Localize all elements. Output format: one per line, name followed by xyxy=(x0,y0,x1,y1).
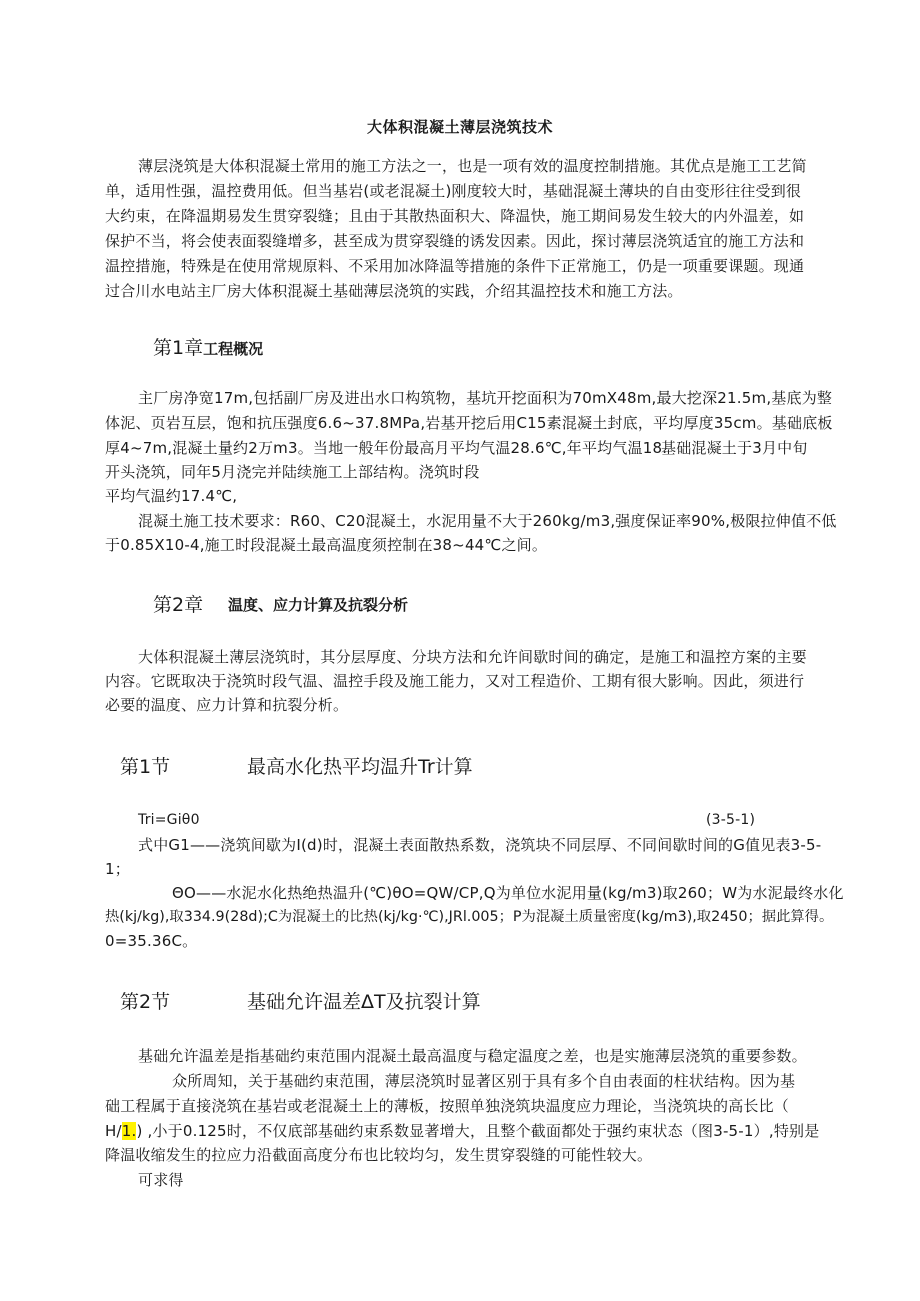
text-line: 单，适用性强，温控费用低。但当基岩(或老混凝土)刚度较大时，基础混凝土薄块的自由变形往往受到很 xyxy=(105,182,802,200)
text-line: 基础混凝土于3月中旬 xyxy=(661,439,808,457)
text-line: 大体积混凝土薄层浇筑时，其分层厚度、分块方法和允许间歇时间的确定，是施工和温控方案的主要 xyxy=(138,648,807,666)
section-title: 基础允许温差ΔT及抗裂计算 xyxy=(247,991,481,1013)
chapter-title: 温度、应力计算及抗裂分析 xyxy=(228,596,409,614)
formula-equation-number: (3-5-1) xyxy=(706,812,756,828)
text-continuation: ,小于0.125时，不仅底部基础约束系数显著增大，且整个截面都处于强约束状态（图3-5-1）,特别是 xyxy=(147,1122,820,1140)
text-line: 厚4~7m,混凝土量约2万m3。当地一般年份最高月平均气温28.6℃,年平均气温18. xyxy=(105,439,668,457)
text-line: 式中G1——浇筑间歇为I(d)时，混凝土表面散热系数，浇筑块不同层厚、不同间歇时间的G值见表3-5- xyxy=(138,836,822,854)
text-line: 温控措施，特殊是在使用常规原料、不采用加冰降温等措施的条件下正常施工，仍是一项重要课题。现通 xyxy=(105,257,805,275)
text-line: 大约束，在降温期易发生贯穿裂缝；且由于其散热面积大、降温快，施工期间易发生较大的内外温差，如 xyxy=(105,207,805,225)
chapter-title: 工程概况 xyxy=(203,340,264,358)
formula-expression: Tri=Giθ0 xyxy=(138,812,200,828)
chapter-1-heading xyxy=(153,333,263,360)
ratio-close: ) xyxy=(136,1122,143,1140)
text-line: ΘO——水泥水化热绝热温升(℃)θO=QW/CP,Q为单位水泥用量(kg/m3)取260；W为水泥最终水化 xyxy=(172,884,844,902)
text-line: 薄层浇筑是大体积混凝土常用的施工方法之一，也是一项有效的温度控制措施。其优点是施工工艺简 xyxy=(138,157,807,175)
highlighted-text: 1. xyxy=(121,1122,137,1140)
text-line: 主厂房净宽17m,包括副厂房及进出水口构筑物，基坑开挖面积为70mX48m,最大挖深21.5m,基底为整 xyxy=(138,389,833,407)
text-line: 必要的温度、应力计算和抗裂分析。 xyxy=(105,696,349,714)
section-number: 第1节 xyxy=(120,756,171,778)
text-line: 保护不当，将会使表面裂缝增多，甚至成为贯穿裂缝的诱发因素。因此，探讨薄层浇筑适宜的施工方法和 xyxy=(105,232,805,250)
chapter-2-heading xyxy=(153,590,409,617)
document-title: 大体积混凝土薄层浇筑技术 xyxy=(366,118,553,136)
chapter-number: 第1章 xyxy=(153,337,204,359)
text-line: 础工程属于直接浇筑在基岩或老混凝土上的薄板，按照单独浇筑块温度应力理论，当浇筑块的高长比（ xyxy=(105,1097,790,1115)
text-line: 开头浇筑，同年5月浇完并陆续施工上部结构。浇筑时段 xyxy=(105,463,480,481)
text-line: 降温收缩发生的拉应力沿截面高度分布也比较均匀，发生贯穿裂缝的可能性较大。 xyxy=(105,1146,653,1164)
ratio-symbol: H/ xyxy=(105,1122,122,1140)
section-2-heading xyxy=(120,987,481,1014)
text-line xyxy=(105,1121,819,1141)
text-line: 过合川水电站主厂房大体积混凝土基础薄层浇筑的实践，介绍其温控技术和施工方法。 xyxy=(105,282,683,300)
chapter-number: 第2章 xyxy=(153,594,204,616)
text-line: 众所周知，关于基础约束范围，薄层浇筑时显著区别于具有多个自由表面的柱状结构。因为基 xyxy=(172,1072,796,1090)
text-line: 混凝土施工技术要求：R60、C20混凝土，水泥用量不大于260kg/m3,强度保证率90%,极限拉伸值不低 xyxy=(138,512,837,530)
text-line: 于0.85X10-4,施工时段混凝土最高温度须控制在38~44℃之间。 xyxy=(105,536,548,554)
text-line: 热(kj/kg),取334.9(28d);C为混凝土的比热(kj/kg·℃),JRl.005；P为混凝土质量密度(kg/m3),取2450；据此算得。 xyxy=(105,909,834,925)
text-line: 基础允许温差是指基础约束范围内混凝土最高温度与稳定温度之差，也是实施薄层浇筑的重要参数。 xyxy=(138,1047,807,1065)
text-line: 可求得 xyxy=(138,1171,184,1189)
text-line: 0=35.36C。 xyxy=(105,932,198,950)
text-line: 内容。它既取决于浇筑时段气温、温控手段及施工能力，又对工程造价、工期有很大影响。因此，须进行 xyxy=(105,672,805,690)
section-number: 第2节 xyxy=(120,991,171,1013)
section-title: 最高水化热平均温升Tr计算 xyxy=(247,756,473,778)
text-line: 体泥、页岩互层，饱和抗压强度6.6~37.8MPa,岩基开挖后用C15素混凝土封底，平均厚度35cm。基础底板 xyxy=(105,414,833,432)
text-line: 平均气温约17.4℃, xyxy=(105,487,238,505)
section-1-heading xyxy=(120,752,473,779)
text-line: 1； xyxy=(105,860,130,878)
